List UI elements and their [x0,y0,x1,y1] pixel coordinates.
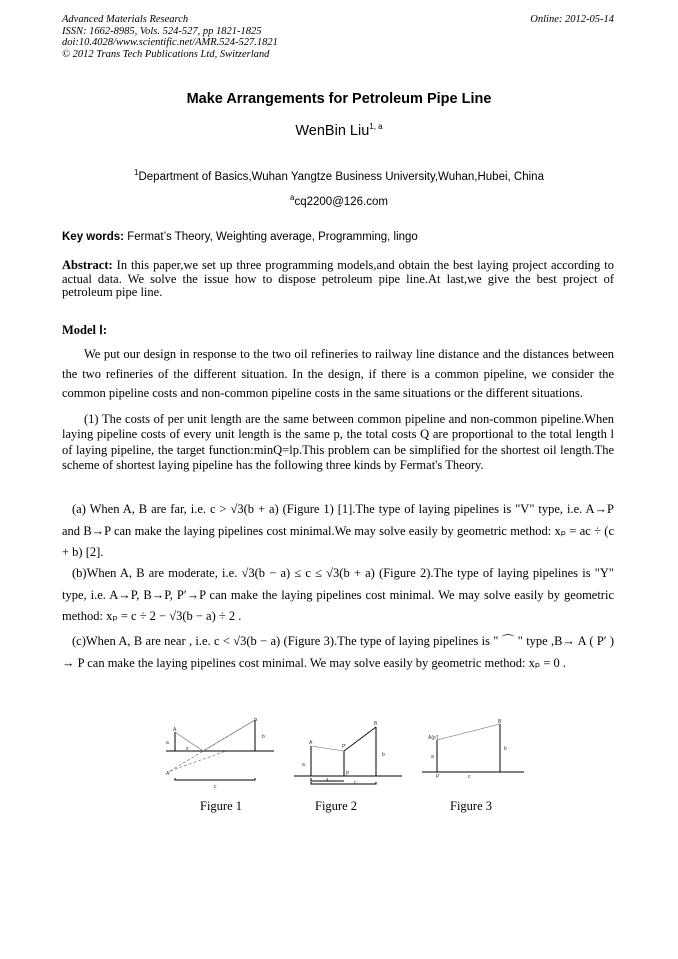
copyright: © 2012 Trans Tech Publications Ltd, Switzerland [62,48,270,60]
figure-2-diagram [294,718,404,793]
section-heading: Model Ⅰ: [62,323,107,337]
paragraph-c: (c)When A, B are near , i.e. c < √3(b − a) (Figure 3).The type of laying pipelines is " ⌒ " type ,B→ A ( P′ ) → P can make the laying pipelines cost minimal. We may solve easily by geometric method: xₚ = 0 . [62,634,614,670]
fig1-label-b: b [262,734,265,740]
affiliation-sup: 1 [134,168,139,177]
abstract-text: In this paper,we set up three programming models,and obtain the best laying project according to actual data. We solve the issue how to dispose petroleum pipe line.At last,we give the best project of petroleum pipe line. [62,258,614,299]
author-name: WenBin Liu [295,122,370,139]
figure-1-diagram [166,718,286,793]
paragraph-b: (b)When A, B are moderate, i.e. √3(b − a) ≤ c ≤ √3(b + a) (Figure 2).The type of laying pipelines is "Y" type, i.e. A→P, B→P, P′→P can make the laying pipelines cost minimal. We may solve easily by geometric method: xₚ = c ÷ 2 − √3(b − a) ÷ 2 . [62,566,614,623]
fig2-label-P: P [346,771,350,777]
email-sup: a [290,193,295,202]
affiliation [0,168,678,183]
fig1-label-a-prime: A' [166,771,171,777]
fig2-label-B: B [374,721,378,727]
figure-2-caption: Figure 2 [315,799,358,813]
fig2-label-p-prime: P' [342,744,347,750]
fig3-label-c: c [468,774,471,780]
fig2-label-a: a [302,762,305,768]
email-text[interactable]: cq2200@126.com [294,195,388,208]
journal-name: Advanced Materials Research [62,14,189,25]
figure-1-caption: Figure 1 [200,799,243,813]
email [0,193,678,208]
fig1-label-a: a [166,740,169,746]
issn: ISSN: 1662-8985, Vols. 524-527, pp 1821-1825 [62,25,262,37]
fig3-label-b: b [504,746,507,752]
paragraph-a: (a) When A, B are far, i.e. c > √3(b + a) (Figure 1) [1].The type of laying pipelines is "V" type, i.e. A→P and B→P can make the laying pipelines cost minimal.We may solve easily by geometric method: xₚ = ac ÷ (c + b) [2]. [62,502,614,559]
fig3-label-A: A(p') [428,735,439,741]
keywords [62,231,418,243]
abstract [62,259,614,300]
keywords-text: Fermat’s Theory, Weighting average, Programming, lingo [124,231,418,243]
figure-3-diagram [420,718,530,793]
paragraph-1: We put our design in response to the two oil refineries to railway line distance and the distances between the two refineries of the different situation. In the design, if there is a common pipeline, we consider the common pipeline costs and non-common pipeline costs in the same situations or the different situations. [62,347,614,400]
fig2-label-A: A [309,740,313,746]
online-date: Online: 2012-05-14 [530,14,614,25]
abstract-label: Abstract: [62,258,113,272]
affiliation-text: Department of Basics,Wuhan Yangtze Business University,Wuhan,Hubei, China [138,170,544,183]
fig1-label-A: A [173,727,177,733]
fig2-label-c: c [354,780,357,786]
author-sup: 1, a [369,122,383,131]
fig2-label-x: x [326,777,329,783]
author [0,122,678,139]
paper-title: Make Arrangements for Petroleum Pipe Line [186,91,492,107]
fig3-label-B: B [498,719,502,725]
keywords-label: Key words: [62,231,124,243]
fig1-label-c: c [214,784,217,790]
fig3-label-P: P [436,774,440,780]
fig1-label-x: x [186,746,189,752]
journal-header [62,14,278,60]
paragraph-2: (1) The costs of per unit length are the same between common pipeline and non-common pipeline.When laying pipeline costs of every unit length is the same p, the total costs Q are proportional to the total length l of laying pipeline, the target function:minQ=lp.This problem can be simplified for the shortest oil length.The scheme of shortest laying pipeline has the following three kinds by Fermat's Theory. [62,412,614,472]
figure-3-caption: Figure 3 [450,799,493,813]
fig1-label-B: B [254,718,258,723]
fig3-label-a: a [431,754,434,760]
doi[interactable]: doi:10.4028/www.scientific.net/AMR.524-527.1821 [62,37,278,48]
fig2-label-b: b [382,752,385,758]
